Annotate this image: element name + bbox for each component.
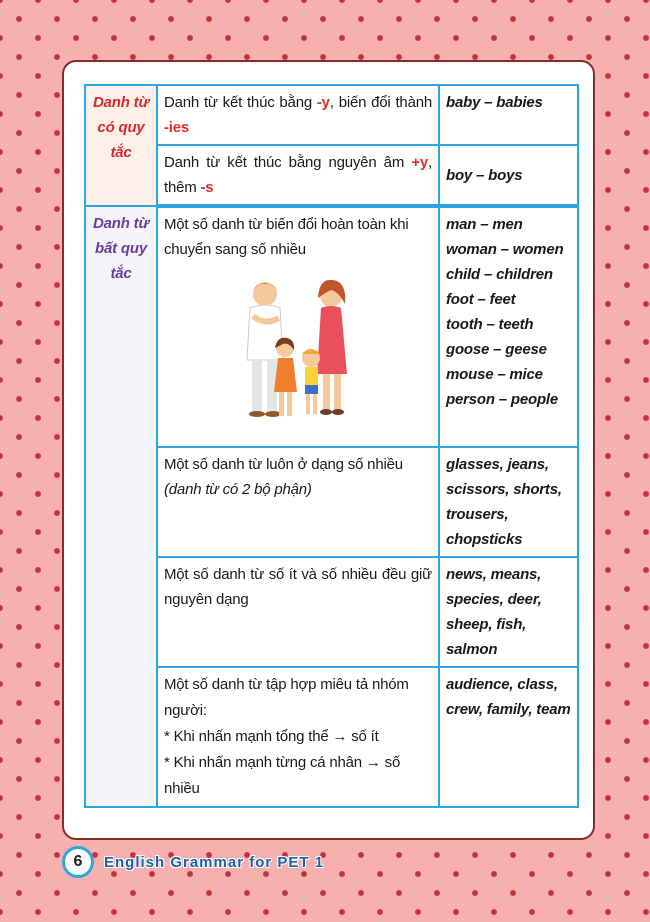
book-title: English Grammar for PET 1 [104, 853, 325, 871]
page-footer [62, 844, 324, 880]
list-item: child – children [446, 266, 553, 283]
list-item: crew, family, team [446, 701, 571, 718]
table-row [85, 206, 578, 447]
rule-example-list [439, 557, 578, 667]
list-item: salmon [446, 641, 498, 658]
rule-description: Danh từ kết thúc bằng -y, biến đổi thành -ies [157, 85, 439, 145]
rule-description: Một số danh từ biến đổi hoàn toàn khi chuyển sang số nhiều [157, 206, 439, 447]
table-row [85, 85, 578, 145]
list-item: glasses, jeans, [446, 456, 549, 473]
regular-nouns-label: Danh từ có quy tắc [85, 85, 157, 206]
list-item: species, deer, [446, 591, 542, 608]
list-item: person – people [446, 391, 559, 408]
table-row [85, 145, 578, 206]
rule-example: boy – boys [439, 145, 578, 206]
table-row [85, 667, 578, 807]
content-card [62, 60, 595, 840]
page-number: 6 [62, 846, 94, 878]
list-item: audience, class, [446, 676, 558, 693]
rule-description: Danh từ kết thúc bằng nguyên âm +y, thêm -s [157, 145, 439, 206]
rule-example: baby – babies [439, 85, 578, 145]
irregular-nouns-label: Danh từ bất quy tắc [85, 206, 157, 807]
list-item: chopsticks [446, 531, 523, 548]
table-row [85, 557, 578, 667]
rule-description: Một số danh từ luôn ở dạng số nhiều (danh từ có 2 bộ phận) [157, 447, 439, 557]
list-item: trousers, [446, 506, 509, 523]
rule-example-list [439, 447, 578, 557]
list-item: sheep, fish, [446, 616, 527, 633]
list-item: tooth – teeth [446, 316, 534, 333]
rule-example-list [439, 667, 578, 807]
rule-description: Một số danh từ số ít và số nhiều đều giữ nguyên dạng [157, 557, 439, 667]
list-item: scissors, shorts, [446, 481, 562, 498]
list-item: news, means, [446, 566, 542, 583]
plural-nouns-table [84, 84, 579, 808]
table-row [85, 447, 578, 557]
list-item: goose – geese [446, 341, 547, 358]
list-item: mouse – mice [446, 366, 543, 383]
list-item: woman – women [446, 241, 564, 258]
rule-description: Một số danh từ tập hợp miêu tả nhóm người: * Khi nhấn mạnh tổng thể → số ít * Khi nhấn mạnh từng cá nhân → số nhiều [157, 667, 439, 807]
family-illustration-icon [223, 274, 373, 424]
list-item: foot – feet [446, 291, 516, 308]
rule-example-list [439, 206, 578, 447]
list-item: man – men [446, 216, 523, 233]
